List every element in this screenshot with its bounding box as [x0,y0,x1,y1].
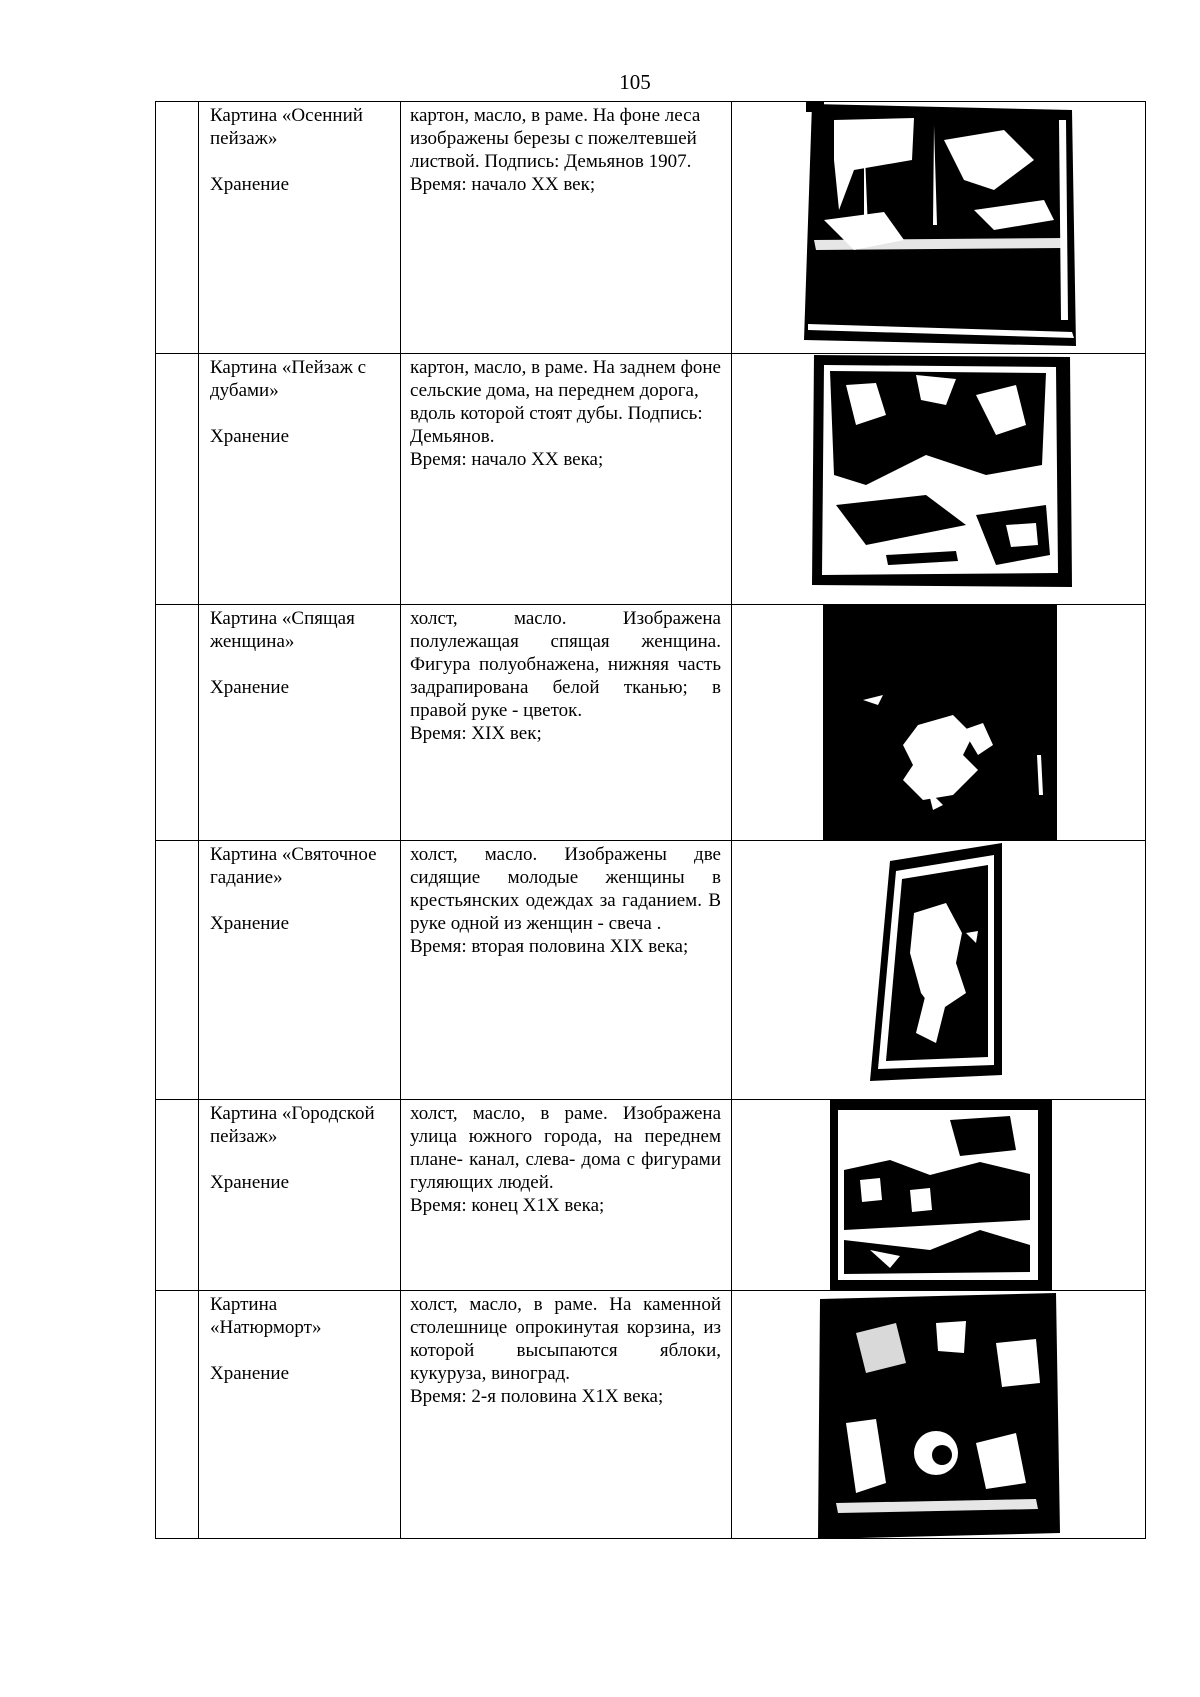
item-description-cell [401,102,732,354]
painting-photo [806,355,1078,589]
item-description: картон, масло, в раме. На заднем фоне сельские дома, на переднем дорога, вдоль которой стоят дубы. Подпись: Демьянов. [410,357,721,447]
item-description: холст, масло, в раме. Изображена улица южного города, на переднем плане- канал, слева- дома с фигурами гуляющих людей. [410,1103,721,1193]
item-status: Хранение [210,1363,290,1384]
item-description-cell [401,354,732,605]
item-status: Хранение [210,426,290,447]
row-number-cell [156,354,199,605]
item-title: Картина «Пейзаж с дубами» [210,357,366,401]
item-description-cell [401,841,732,1100]
table-row [156,354,1146,605]
item-time: Время: начало XX век; [410,174,596,195]
row-number-cell [156,605,199,841]
table-row [156,102,1146,354]
row-number-cell [156,1100,199,1291]
item-description: холст, масло. Изображена полулежащая спящая женщина. Фигура полуобнажена, нижняя часть задрапирована белой тканью; в правой руке - цветок. [410,608,721,721]
item-photo-cell [732,1100,1146,1291]
item-name-cell [199,605,401,841]
item-description-cell [401,605,732,841]
item-title: Картина «Святочное гадание» [210,844,377,888]
painting-photo [816,1293,1062,1539]
item-name-cell [199,1291,401,1539]
painting-photo [823,605,1057,841]
painting-photo [830,1100,1052,1290]
item-time: Время: 2-я половина Х1Х века; [410,1386,664,1407]
item-photo-cell [732,102,1146,354]
item-title: Картина «Натюрморт» [210,1294,322,1338]
table-row [156,1291,1146,1539]
item-name-cell [199,1100,401,1291]
item-photo-cell [732,354,1146,605]
item-description: холст, масло, в раме. На каменной столешнице опрокинутая корзина, из которой высыпаются яблоки, кукуруза, виноград. [410,1294,721,1384]
item-photo-cell [732,1291,1146,1539]
painting-photo [866,843,1006,1083]
item-time: Время: конец Х1Х века; [410,1195,605,1216]
item-description: картон, масло, в раме. На фоне леса изображены березы с пожелтевшей листвой. Подпись: Демьянов 1907. [410,105,701,172]
item-description-cell [401,1291,732,1539]
row-number-cell [156,841,199,1100]
item-description: холст, масло. Изображены две сидящие молодые женщины в крестьянских одеждах за гаданием. В руке одной из женщин - свеча . [410,844,721,934]
row-number-cell [156,102,199,354]
item-time: Время: начало XX века; [410,449,604,470]
item-time: Время: вторая половина XIX века; [410,936,689,957]
item-description-cell [401,1100,732,1291]
item-name-cell [199,102,401,354]
inventory-table [155,101,1146,1539]
item-status: Хранение [210,174,290,195]
item-title: Картина «Осенний пейзаж» [210,105,363,149]
item-time: Время: XIX век; [410,723,542,744]
page-number: 105 [619,70,651,94]
row-number-cell [156,1291,199,1539]
painting-photo [794,100,1086,352]
item-name-cell [199,354,401,605]
item-photo-cell [732,605,1146,841]
item-status: Хранение [210,913,290,934]
item-title: Картина «Городской пейзаж» [210,1103,375,1147]
item-photo-cell [732,841,1146,1100]
table-row [156,1100,1146,1291]
item-name-cell [199,841,401,1100]
table-row [156,605,1146,841]
item-title: Картина «Спящая женщина» [210,608,355,652]
table-row [156,841,1146,1100]
item-status: Хранение [210,1172,290,1193]
item-status: Хранение [210,677,290,698]
